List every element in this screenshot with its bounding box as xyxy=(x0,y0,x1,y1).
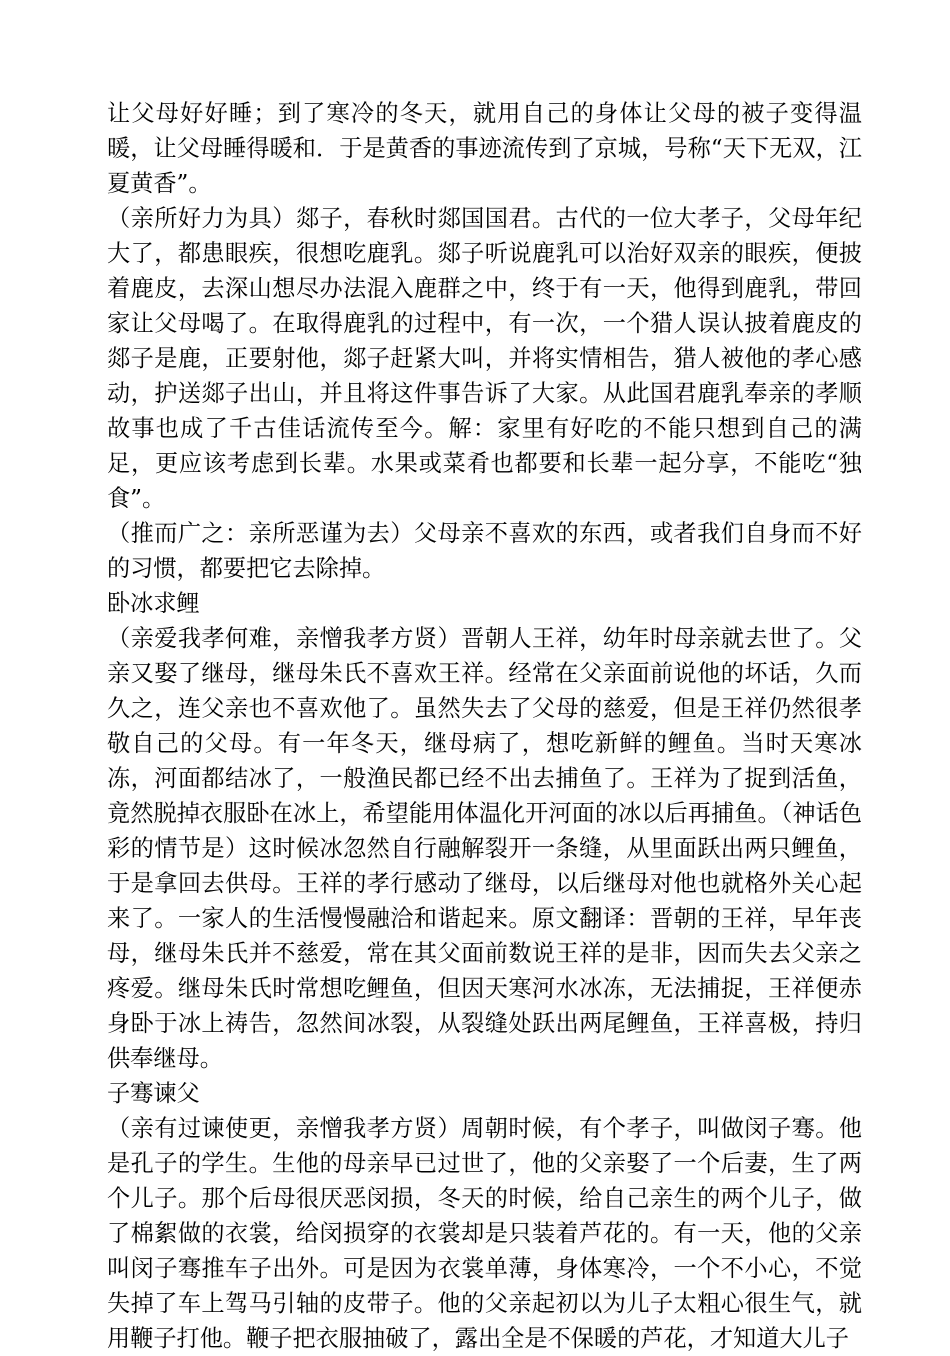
paragraph-tanzi-deer-milk: （亲所好力为具）郯子，春秋时郯国国君。古代的一位大孝子，父母年纪大了，都患眼疾，很想吃鹿乳。郯子听说鹿乳可以治好双亲的眼疾，便披着鹿皮，去深山想尽办法混入鹿群之中，终于有一天，他得到鹿乳，带回家让父母喝了。在取得鹿乳的过程中，有一次，一个猎人误认披着鹿皮的郯子是鹿，正要射他，郯子赶紧大叫，并将实情相告，猎人被他的孝心感动，护送郯子出山，并且将这件事告诉了大家。从此国君鹿乳奉亲的孝顺故事也成了千古佳话流传至今。解：家里有好吃的不能只想到自己的满足，更应该考虑到长辈。水果或菜肴也都要和长辈一起分享，不能吃“独食”。 xyxy=(107,205,862,512)
paragraph-extension-note: （推而广之：亲所恶谨为去）父母亲不喜欢的东西，或者我们自身而不好的习惯，都要把它去除掉。 xyxy=(107,520,862,582)
paragraph-wang-xiang-story: （亲爱我孝何难，亲憎我孝方贤）晋朝人王祥，幼年时母亲就去世了。父亲又娶了继母，继母朱氏不喜欢王祥。经常在父亲面前说他的坏话，久而久之，连父亲也不喜欢他了。虽然失去了父母的慈爱，但是王祥仍然很孝敬自己的父母。有一年冬天，继母病了，想吃新鲜的鲤鱼。当时天寒冰冻，河面都结冰了，一般渔民都已经不出去捕鱼了。王祥为了捉到活鱼，竟然脱掉衣服卧在冰上，希望能用体温化开河面的冰以后再捕鱼。（神话色彩的情节是）这时候冰忽然自行融解裂开一条缝，从里面跃出两只鲤鱼，于是拿回去供母。王祥的孝行感动了继母，以后继母对他也就格外关心起来了。一家人的生活慢慢融洽和谐起来。原文翻译：晋朝的王祥，早年丧母，继母朱氏并不慈爱，常在其父面前数说王祥的是非，因而失去父亲之疼爱。继母朱氏时常想吃鲤鱼，但因天寒河水冰冻，无法捕捉，王祥便赤身卧于冰上祷告，忽然间冰裂，从裂缝处跃出两尾鲤鱼，王祥喜极，持归供奉继母。 xyxy=(107,625,862,1072)
section-heading-wo-bing-qiu-li: 卧冰求鲤 xyxy=(107,590,200,617)
paragraph-min-ziqian-story: （亲有过谏使更，亲憎我孝方贤）周朝时候，有个孝子，叫做闵子骞。他是孔子的学生。生他的母亲早已过世了，他的父亲娶了一个后妻，生了两个儿子。那个后母很厌恶闵损，冬天的时候，给自己亲生的两个儿子，做了棉絮做的衣裳，给闵损穿的衣裳却是只装着芦花的。有一天，他的父亲叫闵子骞推车子出外。可是因为衣裳单薄，身体寒冷，一个不小心，不觉失掉了车上驾马引轴的皮带子。他的父亲起初以为儿子太粗心很生气，就用鞭子打他。鞭子把衣服抽破了，露出全是不保暖的芦花，才知道大儿子 xyxy=(107,1115,862,1352)
document-page xyxy=(107,96,862,1356)
paragraph-huang-xiang-ending: 让父母好好睡；到了寒冷的冬天，就用自己的身体让父母的被子变得温暖，让父母睡得暖和．于是黄香的事迹流传到了京城，号称“天下无双，江夏黄香”。 xyxy=(107,100,862,197)
section-heading-zi-qian-jian-fu: 子骞谏父 xyxy=(107,1080,200,1107)
